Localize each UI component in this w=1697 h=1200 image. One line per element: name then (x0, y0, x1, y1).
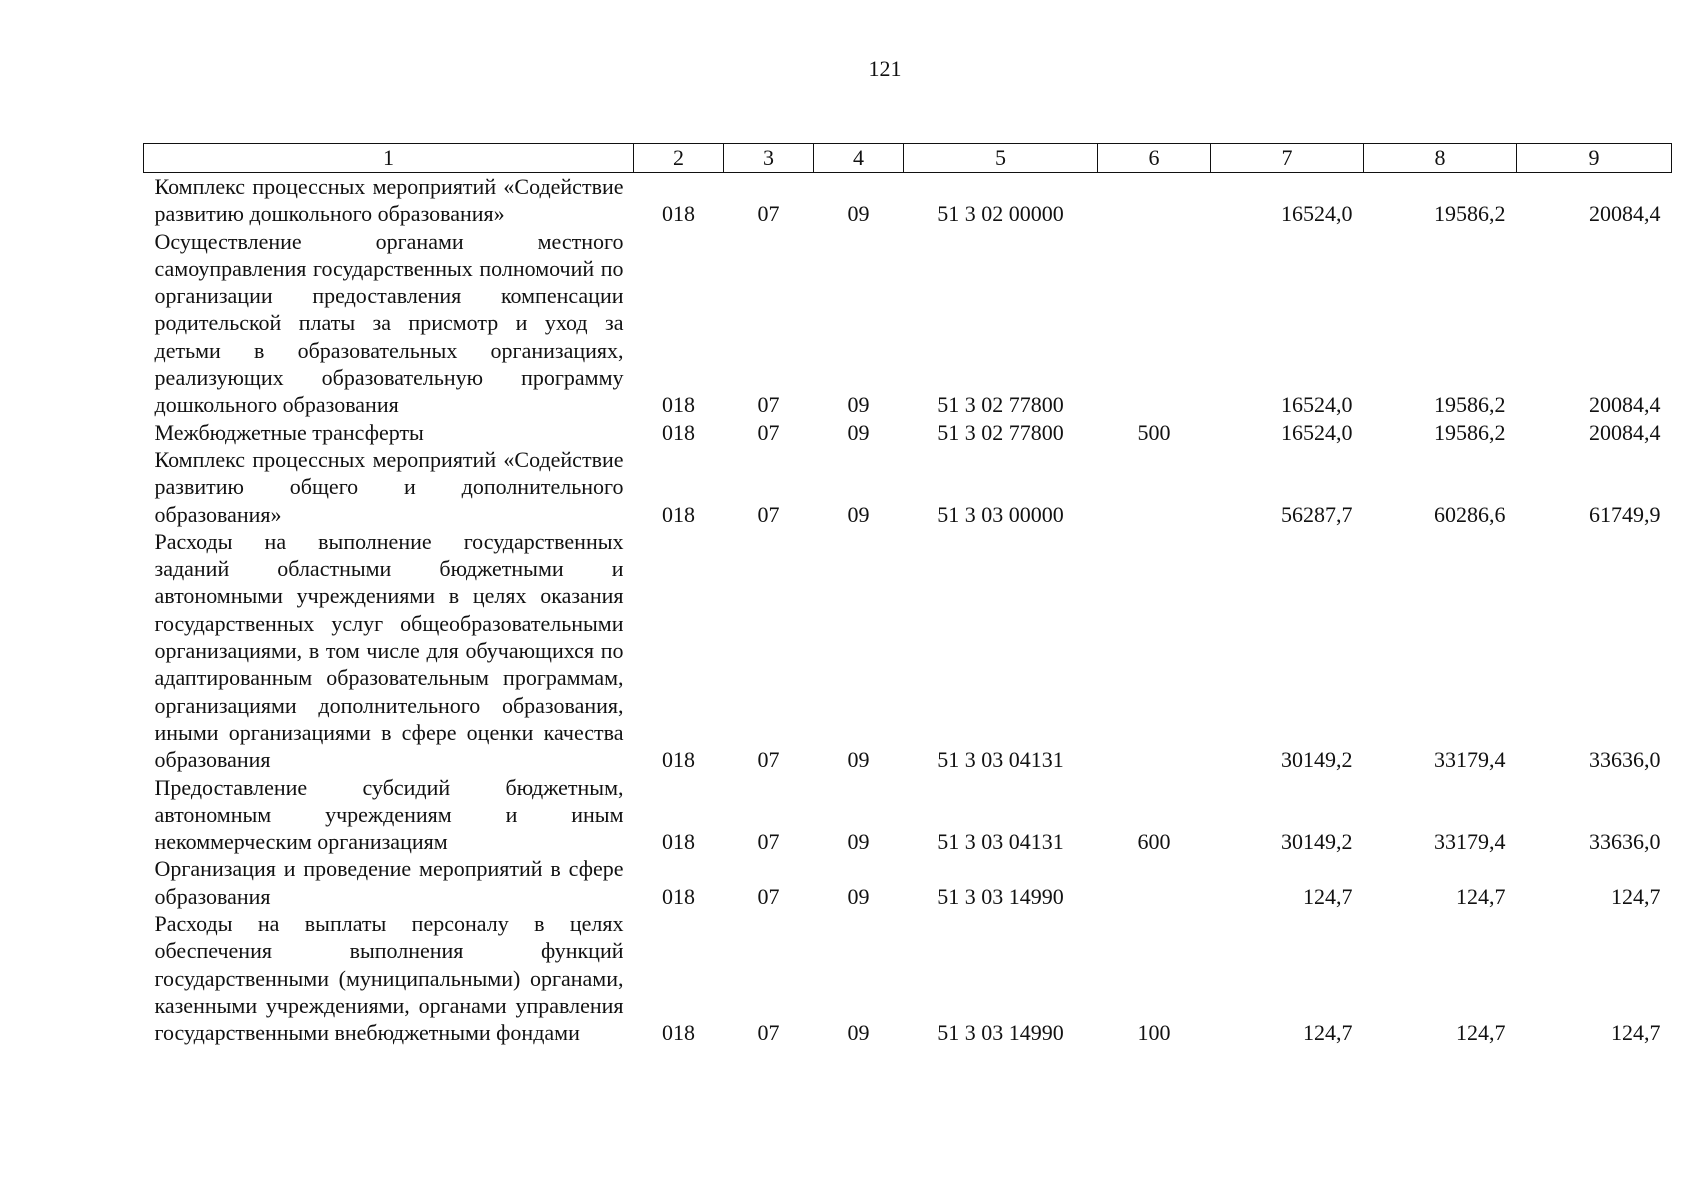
amount-col-7: 30149,2 (1281, 829, 1353, 855)
row-name: Расходы на выполнение государственных заданий областными бюджетными и автономными учреждениями в целях оказания государственных услуг общеобразовательными организациями, в том числе для обучающихся по адаптированным образовательным программам, организациями дополнительного образования, иными организациями в сфере оценки качества образования (154, 528, 624, 773)
section-code: 07 (757, 392, 780, 418)
column-header-3: 3 (724, 144, 814, 173)
ministry-code: 018 (662, 201, 695, 227)
subsection-code: 09 (847, 392, 870, 418)
column-header-6: 6 (1098, 144, 1211, 173)
section-code: 07 (757, 501, 780, 527)
column-header-9: 9 (1517, 144, 1672, 173)
target-article-code: 51 3 02 77800 (937, 419, 1064, 445)
target-article-code: 51 3 03 14990 (937, 1020, 1064, 1046)
section-code: 07 (757, 747, 780, 773)
amount-col-8: 19586,2 (1434, 201, 1506, 227)
table-row (144, 446, 1672, 528)
header-row (144, 144, 1672, 173)
row-name: Межбюджетные трансферты (154, 419, 424, 445)
row-name: Расходы на выплаты персоналу в целях обеспечения выполнения функций государственными (муниципальными) органами, казенными учреждениями, органами управления государственными внебюджетными фондами (154, 911, 624, 1046)
expense-type-code (1098, 228, 1211, 419)
budget-table (143, 143, 1672, 1047)
section-code: 07 (757, 829, 780, 855)
table-header (144, 144, 1672, 173)
subsection-code: 09 (847, 829, 870, 855)
section-code: 07 (757, 1020, 780, 1046)
ministry-code: 018 (662, 883, 695, 909)
ministry-code: 018 (662, 747, 695, 773)
expense-type-code (1098, 173, 1211, 228)
amount-col-9: 20084,4 (1589, 201, 1661, 227)
amount-col-7: 30149,2 (1281, 747, 1353, 773)
ministry-code: 018 (662, 392, 695, 418)
section-code: 07 (757, 201, 780, 227)
expense-type-code (1098, 446, 1211, 528)
amount-col-8: 60286,6 (1434, 501, 1506, 527)
subsection-code: 09 (847, 201, 870, 227)
amount-col-9: 124,7 (1611, 883, 1661, 909)
ministry-code: 018 (662, 1020, 695, 1046)
expense-type-code: 600 (1137, 829, 1171, 855)
target-article-code: 51 3 03 14990 (937, 883, 1064, 909)
expense-type-code (1098, 528, 1211, 774)
ministry-code: 018 (662, 419, 695, 445)
amount-col-8: 124,7 (1456, 883, 1506, 909)
table-row (144, 774, 1672, 856)
amount-col-8: 33179,4 (1434, 829, 1506, 855)
table-row (144, 419, 1672, 446)
column-header-7: 7 (1211, 144, 1364, 173)
table-row (144, 528, 1672, 774)
table-body (144, 173, 1672, 1047)
column-header-5: 5 (904, 144, 1098, 173)
table-row (144, 910, 1672, 1046)
subsection-code: 09 (847, 419, 870, 445)
section-code: 07 (757, 883, 780, 909)
section-code: 07 (757, 419, 780, 445)
amount-col-9: 61749,9 (1589, 501, 1661, 527)
column-header-4: 4 (814, 144, 904, 173)
amount-col-8: 33179,4 (1434, 747, 1506, 773)
subsection-code: 09 (847, 1020, 870, 1046)
amount-col-9: 124,7 (1611, 1020, 1661, 1046)
column-header-8: 8 (1364, 144, 1517, 173)
table-row (144, 855, 1672, 910)
row-name: Комплекс процессных мероприятий «Содействие развитию дошкольного образования» (154, 174, 624, 227)
ministry-code: 018 (662, 501, 695, 527)
row-name: Организация и проведение мероприятий в сфере образования (154, 856, 624, 909)
amount-col-7: 124,7 (1303, 883, 1353, 909)
table-row (144, 228, 1672, 419)
row-name: Осуществление органами местного самоуправления государственных полномочий по организации предоставления компенсации родительской платы за присмотр и уход за детьми в образовательных организациях, реализующих образовательную программу дошкольного образования (154, 228, 624, 418)
amount-col-9: 33636,0 (1589, 747, 1661, 773)
target-article-code: 51 3 02 77800 (937, 392, 1064, 418)
expense-type-code: 500 (1137, 419, 1171, 445)
row-name: Предоставление субсидий бюджетным, автономным учреждениям и иным некоммерческим организациям (154, 774, 624, 855)
amount-col-8: 124,7 (1456, 1020, 1506, 1046)
column-header-1: 1 (144, 144, 634, 173)
subsection-code: 09 (847, 747, 870, 773)
row-name: Комплекс процессных мероприятий «Содействие развитию общего и дополнительного образования» (154, 446, 624, 527)
expense-type-code (1098, 855, 1211, 910)
subsection-code: 09 (847, 501, 870, 527)
amount-col-9: 20084,4 (1589, 392, 1661, 418)
target-article-code: 51 3 03 04131 (937, 747, 1064, 773)
target-article-code: 51 3 03 00000 (937, 501, 1064, 527)
amount-col-9: 20084,4 (1589, 419, 1661, 445)
amount-col-8: 19586,2 (1434, 419, 1506, 445)
amount-col-7: 16524,0 (1281, 419, 1353, 445)
ministry-code: 018 (662, 829, 695, 855)
target-article-code: 51 3 03 04131 (937, 829, 1064, 855)
amount-col-7: 124,7 (1303, 1020, 1353, 1046)
column-header-2: 2 (634, 144, 724, 173)
page-number: 121 (868, 56, 902, 81)
amount-col-7: 16524,0 (1281, 392, 1353, 418)
amount-col-8: 19586,2 (1434, 392, 1506, 418)
table-row (144, 173, 1672, 228)
target-article-code: 51 3 02 00000 (937, 201, 1064, 227)
amount-col-7: 56287,7 (1281, 501, 1353, 527)
amount-col-9: 33636,0 (1589, 829, 1661, 855)
expense-type-code: 100 (1137, 1020, 1171, 1046)
amount-col-7: 16524,0 (1281, 201, 1353, 227)
subsection-code: 09 (847, 883, 870, 909)
